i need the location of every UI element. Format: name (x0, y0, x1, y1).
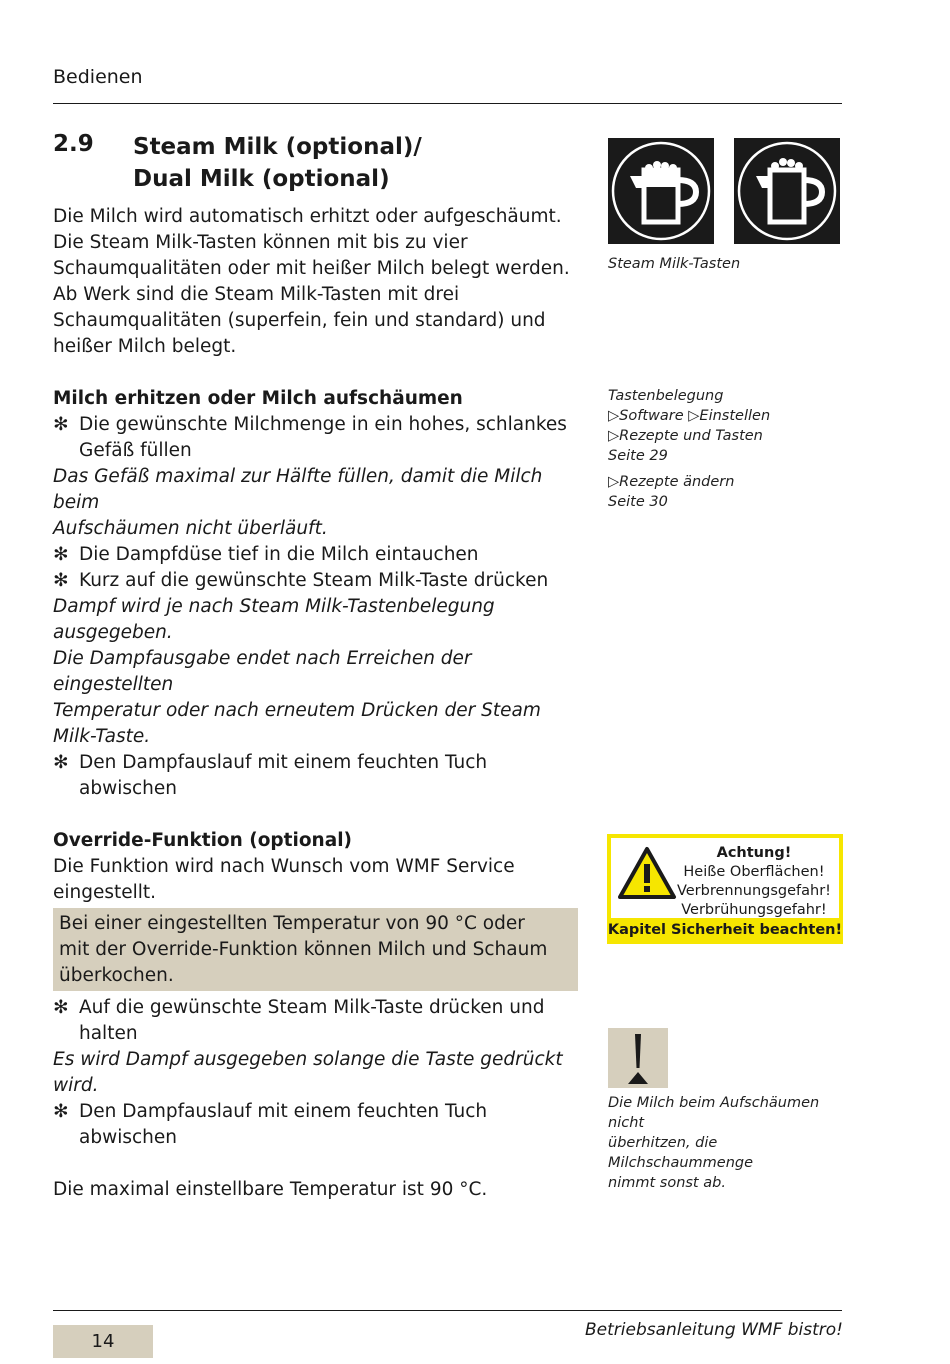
steam-milk-button-icon (608, 138, 714, 244)
ref-link[interactable]: Rezepte ändern (619, 474, 735, 490)
note-line: nimmt sonst ab. (608, 1175, 726, 1191)
warning-text (677, 844, 831, 920)
bullet-text: Gefäß füllen (79, 440, 192, 461)
icon-caption: Steam Milk-Tasten (608, 256, 741, 272)
warning-line: Verbrennungsgefahr! (676, 883, 831, 899)
warning-line: Heiße Oberflächen! (683, 864, 825, 880)
warning-box (607, 834, 843, 944)
cross-reference (608, 386, 848, 512)
bullet-icon: ✻ (53, 1101, 69, 1122)
bullet-icon: ✻ (53, 544, 69, 565)
steam-milk-button-icon (734, 138, 840, 244)
bullet-text: Kurz auf die gewünschte Steam Milk-Taste drücken (79, 570, 549, 591)
arrow-icon: ▷ (688, 408, 700, 424)
list-item (53, 412, 578, 464)
warning-footer: Kapitel Sicherheit beachten! (607, 922, 843, 938)
bullet-text: halten (79, 1023, 138, 1044)
warning-line: Verbrühungsgefahr! (681, 902, 827, 918)
warning-panel (611, 838, 839, 918)
intro-line: Schaumqualitäten (superfein, fein und standard) und (53, 310, 546, 331)
main-text (53, 204, 578, 1203)
ref-line (608, 472, 848, 492)
section-title-line2: Dual Milk (optional) (133, 166, 390, 192)
ref-page: Seite 29 (608, 448, 668, 464)
intro-line: heißer Milch belegt. (53, 336, 237, 357)
note-text: Temperatur oder nach erneutem Drücken der Steam (53, 700, 541, 721)
ref-line (608, 426, 848, 446)
milch-heading: Milch erhitzen oder Milch aufschäumen (53, 388, 463, 409)
note-caption (608, 1093, 848, 1193)
override-heading: Override-Funktion (optional) (53, 830, 353, 851)
ref-link[interactable]: Rezepte und Tasten (619, 428, 763, 444)
body-line: eingestellt. (53, 882, 157, 903)
bullet-text: Auf die gewünschte Steam Milk-Taste drücken und (79, 997, 545, 1018)
highlight-line: mit der Override-Funktion können Milch und Schaum (59, 939, 548, 960)
page-number-box (53, 1325, 153, 1358)
list-item (53, 995, 578, 1047)
arrow-icon: ▷ (608, 408, 620, 424)
bullet-text: Die Dampfdüse tief in die Milch eintauchen (79, 544, 479, 565)
footer-rule (53, 1310, 842, 1311)
section-title (133, 131, 422, 195)
note-text: Milk-Taste. (53, 726, 151, 747)
page-number: 14 (91, 1331, 115, 1352)
ref-page: Seite 30 (608, 494, 668, 510)
bullet-text: Den Dampfauslauf mit einem feuchten Tuch abwischen (79, 752, 488, 799)
note-text: Es wird Dampf ausgegeben solange die Taste gedrückt (53, 1049, 563, 1070)
ref-link[interactable]: Einstellen (699, 408, 771, 424)
warning-title: Achtung! (716, 845, 792, 861)
intro-line: Die Milch wird automatisch erhitzt oder aufgeschäumt. (53, 206, 562, 227)
ref-line (608, 406, 848, 426)
intro-line: Die Steam Milk-Tasten können mit bis zu vier (53, 232, 468, 253)
list-item (53, 542, 578, 568)
warning-triangle-icon (617, 846, 677, 900)
note-line: Die Milch beim Aufschäumen nicht (608, 1095, 820, 1131)
intro-line: Ab Werk sind die Steam Milk-Tasten mit drei (53, 284, 460, 305)
section-title-line1: Steam Milk (optional)/ (133, 134, 422, 160)
ref-title: Tastenbelegung (608, 388, 724, 404)
bullet-icon: ✻ (53, 570, 69, 591)
exclamation-icon (608, 1028, 668, 1088)
final-text: Die maximal einstellbare Temperatur ist 90 °C. (53, 1179, 488, 1200)
arrow-icon: ▷ (608, 428, 620, 444)
bullet-text: Die gewünschte Milchmenge in ein hohes, schlankes (79, 414, 567, 435)
footer-title: Betriebsanleitung WMF bistro! (584, 1320, 843, 1340)
section-number: 2.9 (53, 131, 94, 157)
highlight-line: überkochen. (59, 965, 174, 986)
list-item (53, 568, 578, 594)
page-header: Bedienen (53, 66, 143, 88)
note-text: Aufschäumen nicht überläuft. (53, 518, 328, 539)
note-line: überhitzen, die Milchschaummenge (608, 1135, 754, 1171)
intro-line: Schaumqualitäten oder mit heißer Milch belegt werden. (53, 258, 570, 279)
bullet-icon: ✻ (53, 997, 69, 1018)
arrow-icon: ▷ (608, 474, 620, 490)
bullet-text: Den Dampfauslauf mit einem feuchten Tuch abwischen (79, 1101, 488, 1148)
header-rule (53, 103, 842, 104)
note-text: ausgegeben. (53, 622, 173, 643)
highlight-line: Bei einer eingestellten Temperatur von 90 °C oder (59, 913, 525, 934)
note-text: Dampf wird je nach Steam Milk-Tastenbelegung (53, 596, 495, 617)
body-line: Die Funktion wird nach Wunsch vom WMF Service (53, 856, 515, 877)
highlight-box (53, 908, 578, 991)
list-item (53, 750, 578, 802)
bullet-icon: ✻ (53, 752, 69, 773)
list-item (53, 1099, 578, 1151)
note-text: Das Gefäß maximal zur Hälfte füllen, damit die Milch beim (53, 466, 543, 513)
bullet-icon: ✻ (53, 414, 69, 435)
note-text: Die Dampfausgabe endet nach Erreichen der eingestellten (53, 648, 472, 695)
note-text: wird. (53, 1075, 99, 1096)
ref-link[interactable]: Software (619, 408, 684, 424)
